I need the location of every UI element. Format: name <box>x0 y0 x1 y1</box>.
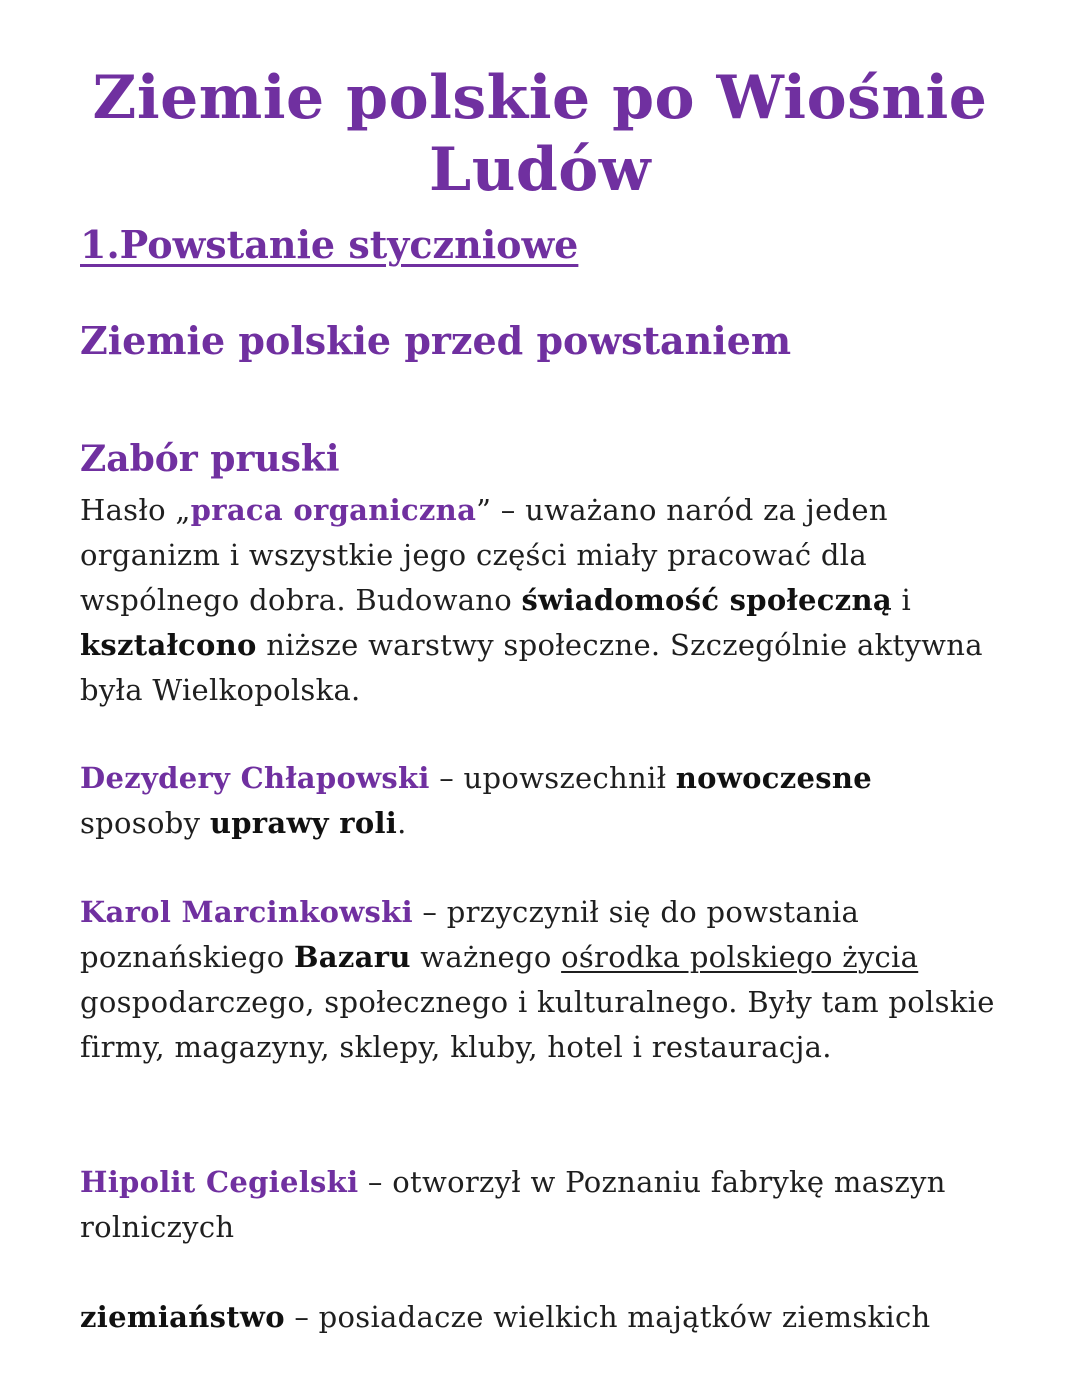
bold-term: Bazaru <box>293 940 411 974</box>
bold-term: kształcono <box>80 628 257 662</box>
paragraph-text: ważnego <box>410 940 562 974</box>
bold-term: nowoczesne <box>675 761 872 795</box>
paragraph-text: . <box>397 806 407 840</box>
page-title: Ziemie polskie po Wiośnie Ludów <box>92 63 988 205</box>
paragraph-text: gospodarczego, społecznego i kulturalnego. Były tam polskie firmy, magazyny, sklepy, kluby, hotel i restauracja. <box>80 985 995 1064</box>
paragraph-praca-organiczna <box>80 488 1000 713</box>
paragraph-text: i <box>891 583 912 617</box>
paragraph-text: – posiadacze wielkich majątków ziemskich <box>284 1300 931 1334</box>
paragraph-text: – przyczynił się do powstania poznańskiego <box>80 895 860 974</box>
paragraph-text: Hasło „ <box>80 493 191 527</box>
paragraph-text: – upowszechnił <box>429 761 676 795</box>
person-name: Karol Marcinkowski <box>80 895 413 929</box>
bold-term: uprawy roli <box>209 806 398 840</box>
bold-term: świadomość społeczną <box>521 583 892 617</box>
paragraph-ziemianstwo <box>80 1295 1000 1340</box>
paragraph-cegielski <box>80 1160 1000 1250</box>
zabor-pruski-heading: Zabór pruski <box>80 438 340 480</box>
paragraph-text: sposoby <box>80 806 210 840</box>
paragraph-chlapowski <box>80 756 1000 846</box>
paragraph-text: niższe warstwy społeczne. Szczególnie aktywna była Wielkopolska. <box>80 628 983 707</box>
person-name: Hipolit Cegielski <box>80 1165 359 1199</box>
subheading: Ziemie polskie przed powstaniem <box>80 318 792 363</box>
paragraph-text: ” – uważano naród za jeden organizm i wszystkie jego części miały pracować dla wspólnego dobra. Budowano <box>80 493 888 617</box>
highlight-term: praca organiczna <box>190 493 477 527</box>
person-name: Dezydery Chłapowski <box>80 761 430 795</box>
paragraph-text: – otworzył w Poznaniu fabrykę maszyn rolniczych <box>80 1165 946 1244</box>
paragraph-marcinkowski <box>80 890 1000 1070</box>
section-heading: 1.Powstanie styczniowe <box>80 222 579 267</box>
definition-term: ziemiaństwo <box>80 1300 285 1334</box>
underlined-phrase: ośrodka polskiego życia <box>561 940 919 974</box>
